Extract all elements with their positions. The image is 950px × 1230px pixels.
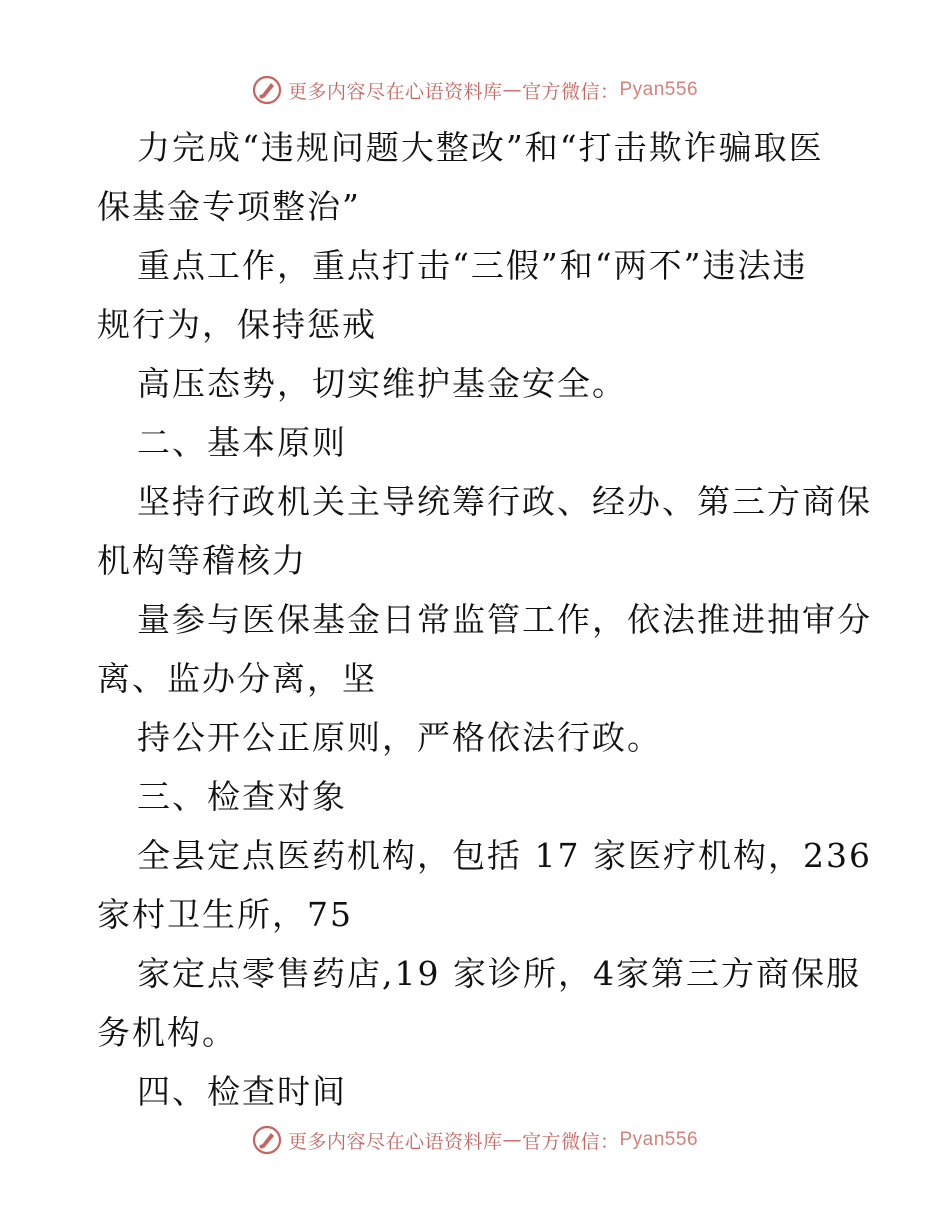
section-heading: 二、基本原则 xyxy=(137,423,347,462)
body-line: 全县定点医药机构，包括 17 家医疗机构，236 xyxy=(137,836,872,875)
body-line: 量参与医保基金日常监管工作，依法推进抽审分 xyxy=(137,600,872,639)
header-separator: — xyxy=(502,79,522,101)
body-line: 离、监办分离，坚 xyxy=(97,659,377,698)
pen-nib-icon xyxy=(252,1125,282,1155)
body-line: 规行为，保持惩戒 xyxy=(97,305,377,344)
pen-nib-icon xyxy=(252,75,282,105)
body-line: 坚持行政机关主导统筹行政、经办、第三方商保 xyxy=(137,482,872,521)
footer-wechat-label: 官方微信： xyxy=(521,1130,620,1153)
header-tagline: 更多内容尽在心语资料库 xyxy=(287,80,503,103)
footer-watermark-banner xyxy=(0,1120,950,1160)
body-line: 家村卫生所，75 xyxy=(97,895,353,934)
body-line: 重点工作，重点打击“三假”和“两不”违法违 xyxy=(137,246,808,285)
section-heading: 四、检查时间 xyxy=(137,1072,347,1111)
body-line: 力完成“违规问题大整改”和“打击欺诈骗取医 xyxy=(137,128,824,167)
footer-tagline: 更多内容尽在心语资料库 xyxy=(287,1130,503,1153)
body-line: 机构等稽核力 xyxy=(97,541,307,580)
body-line: 务机构。 xyxy=(97,1013,237,1052)
footer-separator: — xyxy=(502,1129,522,1151)
body-line: 高压态势，切实维护基金安全。 xyxy=(137,364,627,403)
header-wechat-label: 官方微信： xyxy=(521,80,620,103)
document-body xyxy=(97,118,872,1121)
header-watermark-banner xyxy=(0,70,950,110)
body-line: 保基金专项整治” xyxy=(97,187,361,226)
footer-wechat-account: Pyan556 xyxy=(619,1129,699,1150)
header-wechat-account: Pyan556 xyxy=(619,79,699,100)
body-line: 家定点零售药店,19 家诊所，4家第三方商保服 xyxy=(137,954,861,993)
section-heading: 三、检查对象 xyxy=(137,777,347,816)
body-line: 持公开公正原则，严格依法行政。 xyxy=(137,718,662,757)
